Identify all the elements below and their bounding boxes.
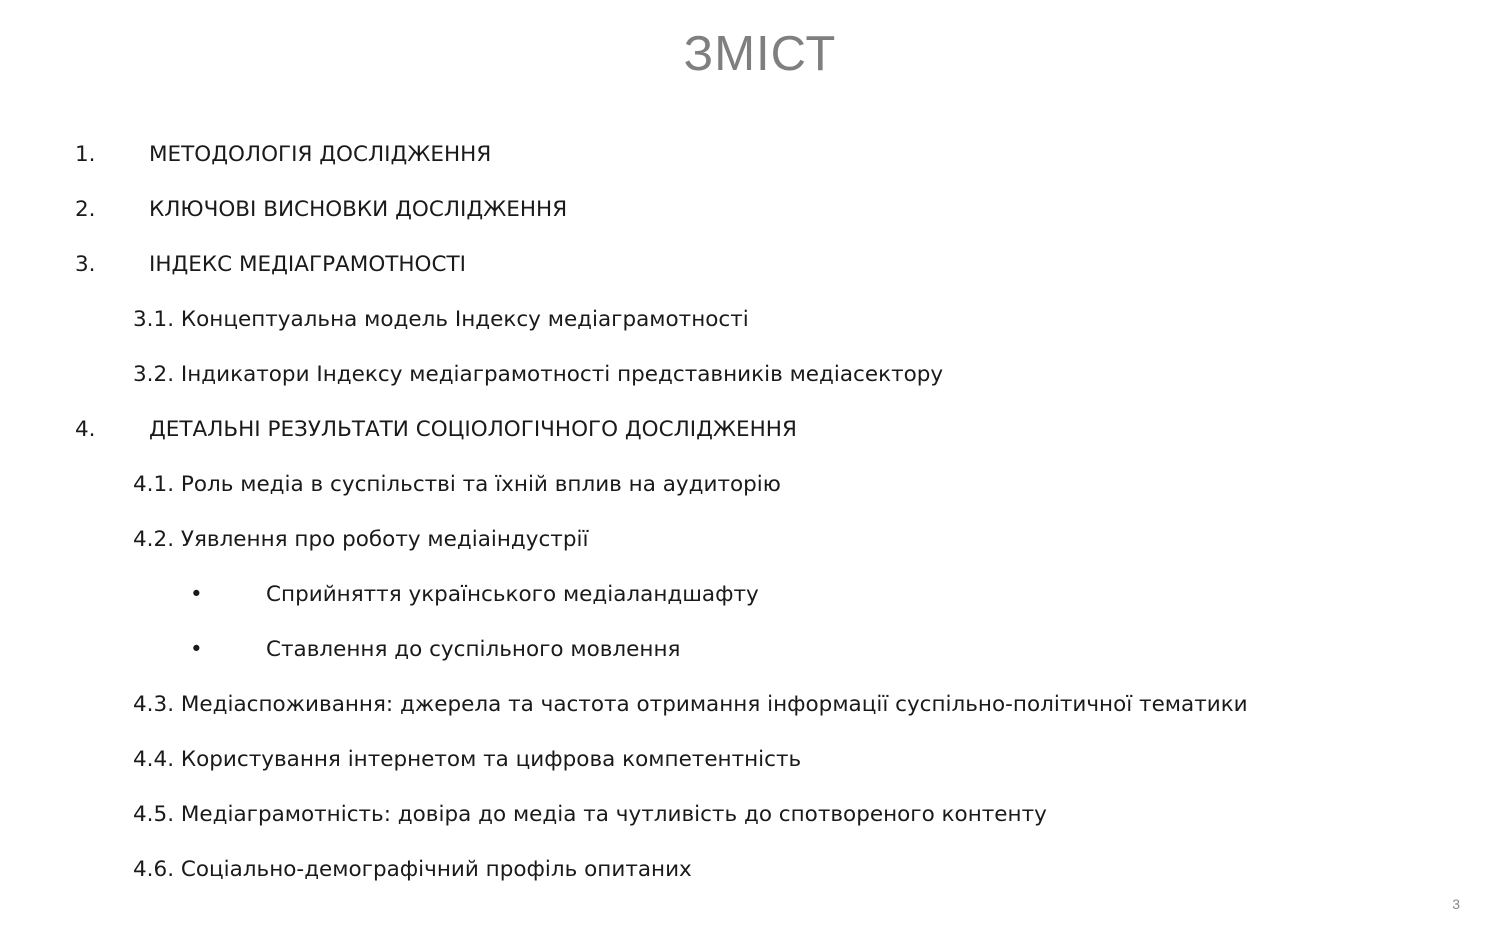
toc-item-label: ДЕТАЛЬНІ РЕЗУЛЬТАТИ СОЦІОЛОГІЧНОГО ДОСЛІДЖЕННЯ [149,417,797,442]
page-number: 3 [1452,896,1460,912]
toc-subitem-4-6[interactable] [0,852,1500,907]
toc-subitem-4-2[interactable] [0,522,1500,577]
toc-item-label: КЛЮЧОВІ ВИСНОВКИ ДОСЛІДЖЕННЯ [149,197,568,222]
toc-subitem-label: 4.3. Медіаспоживання: джерела та частота отримання інформації суспільно-політичної тематики [133,692,1248,717]
toc-subitem-label: 4.6. Соціально-демографічний профіль опитаних [133,857,692,882]
toc-item-methodology[interactable] [0,137,1500,192]
toc-item-number: 1. [75,142,96,167]
toc-subitem-label: 4.1. Роль медіа в суспільстві та їхній вплив на аудиторію [133,472,781,497]
toc-subitem-label: 3.2. Індикатори Індексу медіаграмотності представників медіасектору [133,362,944,387]
toc-subitem-4-4[interactable] [0,742,1500,797]
toc-subitem-label: 4.2. Уявлення про роботу медіаіндустрії [133,527,589,552]
toc-subitem-4-1[interactable] [0,467,1500,522]
toc-item-number: 3. [75,252,96,277]
page-title: ЗМІСТ [683,27,837,81]
toc-subitem-label: 4.4. Користування інтернетом та цифрова компетентність [133,747,802,772]
toc-bullet-media-landscape[interactable] [0,577,1500,632]
toc-bullet-public-broadcasting[interactable] [0,632,1500,687]
toc-subitem-3-2[interactable] [0,357,1500,412]
toc-item-label: ІНДЕКС МЕДІАГРАМОТНОСТІ [149,252,466,277]
toc-item-number: 2. [75,197,96,222]
toc-subitem-label: 3.1. Концептуальна модель Індексу медіаграмотності [133,307,749,332]
toc-subitem-label: 4.5. Медіаграмотність: довіра до медіа та чутливість до спотвореного контенту [133,802,1047,827]
toc-item-detailed-results[interactable] [0,412,1500,467]
toc-item-key-findings[interactable] [0,192,1500,247]
bullet-icon: • [190,637,203,662]
toc-subitem-4-5[interactable] [0,797,1500,852]
toc-subitem-3-1[interactable] [0,302,1500,357]
bullet-icon: • [190,582,203,607]
table-of-contents [0,137,1500,907]
toc-bullet-label: Сприйняття українського медіаландшафту [266,582,759,607]
toc-item-number: 4. [75,417,96,442]
toc-bullet-label: Ставлення до суспільного мовлення [266,637,681,662]
toc-subitem-4-3[interactable] [0,687,1500,742]
toc-item-label: МЕТОДОЛОГІЯ ДОСЛІДЖЕННЯ [149,142,492,167]
toc-item-media-literacy-index[interactable] [0,247,1500,302]
